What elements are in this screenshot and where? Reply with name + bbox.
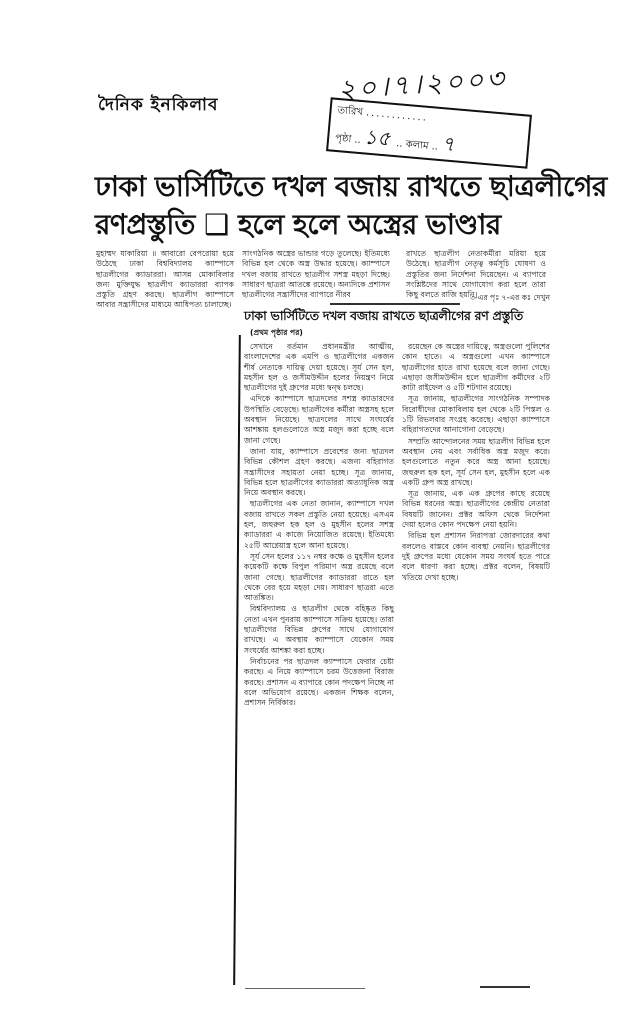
paragraph: নির্বাচনের পর ছাত্রদল ক্যাম্পাসে ফেরার চেষ্টা করছে। এ নিয়ে ক্যাম্পাসে চরম উত্তেজনা বিরাজ করছে। প্রশাসন এ ব্যাপারে কোন পদক্ষেপ নিচ্ছে না বলে অভিযোগ রয়েছে। একজন শিক্ষক বলেন, প্রশাসন নির্বিকার। <box>244 656 394 708</box>
paragraph: সেখানে বর্তমান প্রধানমন্ত্রীর আত্মীয়, বাংলাদেশের এক এমপি ও ছাত্রলীগের একজন শীর্ষ নেতাকে দায়িত্ব দেয়া হয়েছে। সূর্য সেন হল, মহসীন হল ও জসীমউদ্দীন হলের নিয়ন্ত্রণ নিয়ে ছাত্রলীগের দুই গ্রুপের মধ্যে দ্বন্দ্ব চলছে। <box>244 342 394 393</box>
continued-note: ৩-এর পৃঃ ৭-এর কঃ দেখুন <box>470 293 551 302</box>
stamp-date-dots: ............ <box>365 107 429 124</box>
paragraph: এদিকে ক্যাম্পাসে ছাত্রদলের সশস্ত্র ক্যাডারদের উপস্থিতি বেড়েছে। ছাত্রলীগের কর্মীরা অস্ত্রসহ হলে অবস্থান নিয়েছে। ছাত্রদলের সাথে সংঘর্ষের আশঙ্কায় হলগুলোতে অস্ত্র মজুদ করা হচ্ছে বলে জানা গেছে। <box>244 394 394 445</box>
headline-line-1: ঢাকা ভার্সিটিতে দখল বজায় রাখতে ছাত্রলীগের <box>95 170 607 203</box>
stamp-column-value: ৭ <box>440 131 456 157</box>
lead-column-3: রাখতে ছাত্রলীগ নেতাকর্মীরা মরিয়া হয়ে উঠেছে। ছাত্রলীগ নেতৃত্ব কর্মসূচি ঘোষণা ও প্রস্তুতির জন্য নির্দেশনা দিয়েছেন। এ ব্যাপারে সংশ্লিষ্টদের সাথে যোগাযোগ করা হলে তারা কিছু বলতে রাজি হয়নি। <box>406 249 546 300</box>
stamp-date-label: তারিখ <box>337 104 364 119</box>
archive-stamp <box>326 97 532 168</box>
paragraph: সম্প্রতি আন্দোলনের সময় ছাত্রলীগ বিভিন্ন হলে অবস্থান নেয় এবং সর্বাধিক অস্ত্র মজুদ করে। হলগুলোতে নতুন করে অস্ত্র আনা হয়েছে। জহুরুল হক হল, সূর্য সেন হল, মুহসীন হলে এক একটি গ্রুপ অস্ত্র রাখছে। <box>402 436 550 487</box>
lead-column-1: মুহাম্মদ যাকারিয়া ॥ আবারো বেপরোয়া হয়ে উঠেছে ঢাকা বিশ্ববিদ্যালয় ক্যাম্পাসে ছাত্রলীগের ক্যাডাররা। আসন্ন মোকাবিলার জন্য মুক্তিযুদ্ধ ছাত্রলীগ ক্যাডাররা ব্যাপক প্রস্তুতি গ্রহণ করছে। ছাত্রলীগ ক্যাম্পাসে আবার সন্ত্রাসীদের মাধ্যমে আধিপত্য চালাচ্ছে। <box>96 249 234 310</box>
paragraph: সূর্য সেন হলের ১১৭ নম্বর কক্ষে ও মুহসীন হলের কয়েকটি কক্ষে বিপুল পরিমাণ অস্ত্র রয়েছে বলে জানা গেছে। ছাত্রলীগের ক্যাডাররা রাতে হল থেকে বের হয়ে মহড়া দেয়। সাধারণ ছাত্ররা এতে আতঙ্কিত। <box>244 551 394 603</box>
end-mark <box>480 986 530 988</box>
handwritten-date: ২০।৭।২০০৩ <box>336 63 508 106</box>
headline-line-2: রণপ্রস্তুতি ❑ হলে হলে অস্ত্রের ভাণ্ডার <box>95 208 501 241</box>
paragraph: বিশ্ববিদ্যালয় ও ছাত্রলীগ থেকে বহিষ্কৃত কিছু নেতা এখন পুনরায় ক্যাম্পাসে সক্রিয় হয়েছে। তারা ছাত্রলীগের বিভিন্ন গ্রুপের সাথে যোগাযোগ রাখছে। এ অবস্থায় ক্যাম্পাসে যেকোন সময় সংঘর্ষের আশঙ্কা করা হচ্ছে। <box>244 604 394 655</box>
continuation-headline: ঢাকা ভার্সিটিতে দখল বজায় রাখতে ছাত্রলীগের রণ প্রস্তুতি <box>244 308 523 323</box>
paragraph: রয়েছেন কে অস্ত্রের দায়িত্বে, অস্ত্রগুলো পুলিশের কোন হাতে। এ অস্ত্রগুলো এখন ক্যাম্পাসে ছাত্রলীগের হাতে রাখা হয়েছে বলে জানা গেছে। এছাড়া জসীমউদ্দীন হলে ছাত্রলীগ কর্মীদের ২টি কাটা রাইফেল ও ৫টি শটগান রয়েছে। <box>402 342 550 393</box>
continuation-left-column <box>244 342 394 982</box>
stamp-page-label: পৃষ্ঠা <box>334 132 352 146</box>
stamp-column-label: কলাম <box>405 139 430 152</box>
bottom-rule <box>245 988 365 989</box>
stamp-page-row: পৃষ্ঠা .. ১৫ .. কলাম .. ৭ <box>334 124 456 157</box>
headline <box>95 168 607 244</box>
newspaper-masthead: দৈনিক ইনকিলাব <box>98 95 219 115</box>
paragraph: সূত্র জানায়, ছাত্রলীগের সাংগঠনিক সম্পাদক বিরোধীদের মোকাবিলায় হল থেকে ২টি পিস্তল ও ১টি রিভলবার সংগ্রহ করেছে। এছাড়া ক্যাম্পাসে বহিরাগতদের আনাগোনা বেড়েছে। <box>402 394 550 435</box>
paragraph: জানা যায়, ক্যাম্পাসে প্রবেশের জন্য ছাত্রদল বিভিন্ন কৌশল গ্রহণ করছে। এজন্য বহিরাগত সন্ত্রাসীদের সহায়তা নেয়া হচ্ছে। সূত্র জানায়, বিভিন্ন হলে ছাত্রলীগের ক্যাডাররা অত্যাধুনিক অস্ত্র নিয়ে অবস্থান করছে। <box>244 446 394 498</box>
column-rule <box>233 335 241 985</box>
divider <box>330 303 460 305</box>
paragraph: সূত্র জানায়, এক এক গ্রুপের কাছে রয়েছে বিভিন্ন ধরনের অস্ত্র। ছাত্রলীগের কেন্দ্রীয় নেতারা বিষয়টি জানেন। প্রক্টর অফিস থেকে নির্দেশনা দেয়া হলেও কোন পদক্ষেপ নেয়া হয়নি। <box>402 489 550 530</box>
paragraph: ছাত্রলীগের এক নেতা জানান, ক্যাম্পাসে দখল বজায় রাখতে সকল প্রস্তুতি নেয়া হয়েছে। এসএম হল, জহুরুল হক হল ও মুহসীন হলের সশস্ত্র ক্যাডাররা এ কাজে নিয়োজিত রয়েছে। ইতিমধ্যে ২৫টি আগ্নেয়াস্ত্র হলে আনা হয়েছে। <box>244 499 394 550</box>
continuation-right-column <box>402 342 550 707</box>
stamp-page-value: ১৫ <box>363 124 392 151</box>
paragraph: বিভিন্ন হল প্রশাসন নিরাপত্তা জোরদারের কথা বললেও বাস্তবে কোন ব্যবস্থা নেয়নি। ছাত্রলীগের দুই গ্রুপের মধ্যে যেকোন সময় সংঘর্ষ হতে পারে বলে ধারণা করা হচ্ছে। প্রক্টর বলেন, বিষয়টি খতিয়ে দেখা হচ্ছে। <box>402 531 550 582</box>
continuation-byline: (প্রথম পৃষ্ঠার পর) <box>250 328 303 337</box>
lead-column-2: সাংগঠনিক অস্ত্রের ভান্ডার গড়ে তুলেছে। ইতিমধ্যে বিভিন্ন হল থেকে অস্ত্র উদ্ধার হয়েছে। ক্যাম্পাসে দখল বজায় রাখতে ছাত্রলীগ সশস্ত্র মহড়া দিচ্ছে। সাধারণ ছাত্ররা আতঙ্কে রয়েছে। অন্যদিকে প্রশাসন ছাত্রলীগের সন্ত্রাসীদের ব্যাপারে নীরব <box>242 249 390 300</box>
